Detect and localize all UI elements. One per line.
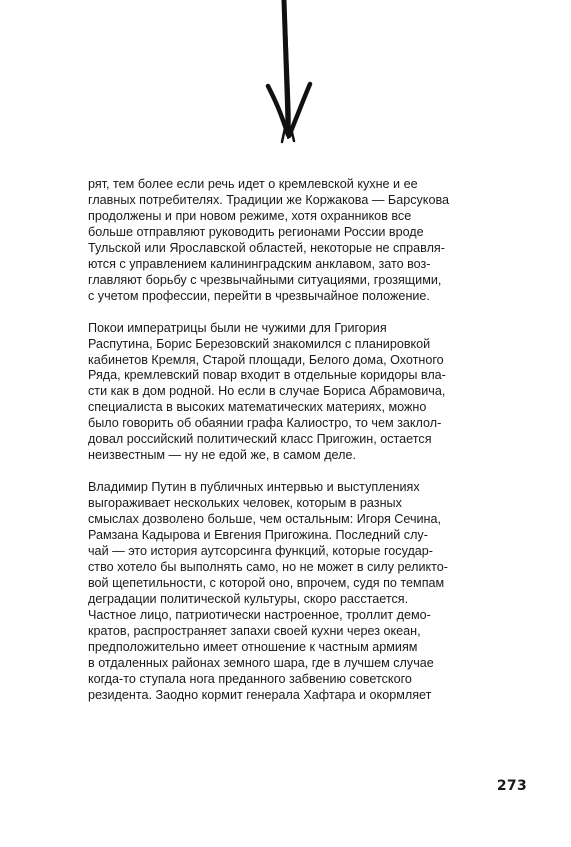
paragraph-3: [88, 480, 488, 703]
body-text: [88, 177, 488, 704]
text-line: вой щепетильности, с которой оно, впрочем, судя по темпам: [88, 575, 445, 590]
paragraph-1: [88, 177, 488, 305]
text-line: предположительно имеет отношение к частным армиям: [88, 639, 418, 654]
text-line: Владимир Путин в публичных интервью и выступлениях: [88, 480, 420, 495]
text-line: довал российский политический класс Пригожин, остается: [88, 432, 432, 447]
text-line: Тульской или Ярославской областей, некоторые не справля-: [88, 240, 445, 255]
page-number: 273: [496, 778, 527, 794]
text-line: ство хотело бы выполнять само, но не может в силу реликто-: [88, 559, 448, 574]
text-line: неизвестным — ну не едой же, в самом деле.: [88, 448, 356, 463]
paragraph-spacer: [88, 464, 488, 480]
text-line: было говорить об обаянии графа Калиостро, то чем заклол-: [88, 416, 442, 431]
text-line: выгораживает нескольких человек, которым в разных: [88, 496, 402, 511]
text-line: продолжены и при новом режиме, хотя охранников все: [88, 208, 412, 223]
text-line: Частное лицо, патриотически настроенное, троллит демо-: [88, 607, 431, 622]
paragraph-2: [88, 321, 488, 465]
text-line: Рамзана Кадырова и Евгения Пригожина. Последний слу-: [88, 528, 428, 543]
text-line: в отдаленных районах земного шара, где в лучшем случае: [88, 655, 434, 670]
text-line: специалиста в высоких математических материях, можно: [88, 400, 427, 415]
text-line: чай — это история аутсорсинга функций, которые государ-: [88, 544, 434, 559]
text-line: сти как в дом родной. Но если в случае Бориса Абрамовича,: [88, 384, 446, 399]
text-line: главных потребителях. Традиции же Коржакова — Барсукова: [88, 192, 449, 207]
text-line: кабинетов Кремля, Старой площади, Белого дома, Охотного: [88, 352, 444, 367]
text-line: ются с управлением калининградским анклавом, зато воз-: [88, 256, 431, 271]
hand-drawn-down-arrow-icon: [258, 0, 318, 145]
paragraph-spacer: [88, 305, 488, 321]
text-line: Ряда, кремлевский повар входит в отдельные коридоры вла-: [88, 368, 446, 383]
text-line: Распутина, Борис Березовский знакомился с планировкой: [88, 336, 431, 351]
text-line: деградации политической культуры, скоро расстается.: [88, 591, 409, 606]
text-line: главляют борьбу с чрезвычайными ситуациями, грозящими,: [88, 272, 442, 287]
text-line: смыслах дозволено больше, чем остальным: Игоря Сечина,: [88, 512, 441, 527]
text-line: больше отправляют руководить регионами России вроде: [88, 224, 424, 239]
text-line: рят, тем более если речь идет о кремлевской кухне и ее: [88, 177, 418, 191]
text-line: когда-то ступала нога преданного забвению советского: [88, 671, 412, 686]
text-line: резидента. Заодно кормит генерала Хафтара и окормляет: [88, 687, 432, 702]
text-line: кратов, распространяет запахи своей кухни через океан,: [88, 623, 421, 638]
text-line: Покои императрицы были не чужими для Григория: [88, 320, 387, 335]
text-line: с учетом профессии, перейти в чрезвычайное положение.: [88, 288, 430, 303]
